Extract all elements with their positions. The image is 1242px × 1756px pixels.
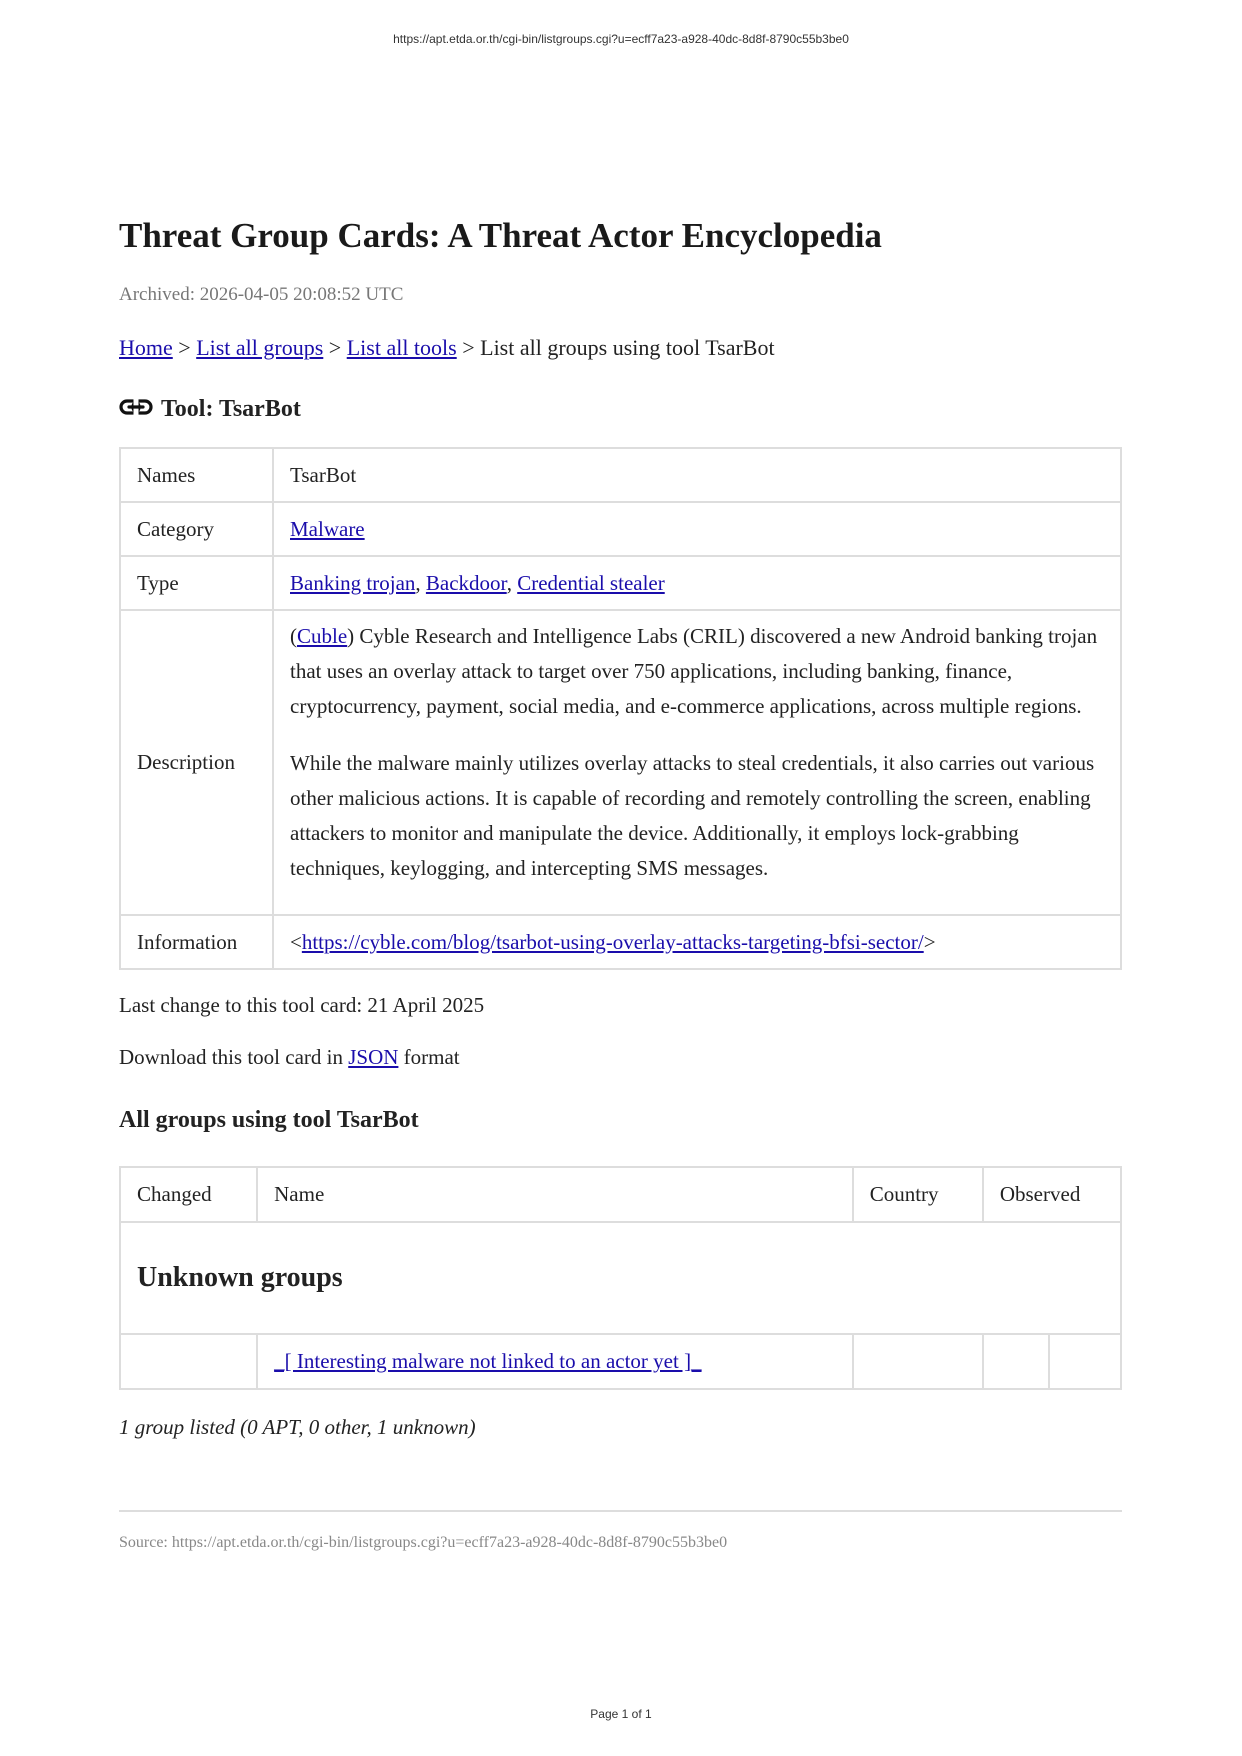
breadcrumb-separator: > xyxy=(328,335,342,360)
names-value: TsarBot xyxy=(273,448,1121,502)
extra-cell xyxy=(1049,1334,1121,1389)
breadcrumb-current: > List all groups using tool TsarBot xyxy=(462,335,775,360)
page-title: Threat Group Cards: A Threat Actor Encyclopedia xyxy=(119,216,882,255)
description-label: Description xyxy=(120,610,273,915)
description-paragraph-2: While the malware mainly utilizes overlay attacks to steal credentials, it also carries out various other malicious actions. It is capable of recording and remotely controlling the screen, enabling attackers to monitor and manipulate the device. Additionally, it employs lock-grabbing techniques, keylogging, and intercepting SMS messages. xyxy=(290,751,1095,880)
link-icon xyxy=(119,397,153,417)
country-cell xyxy=(853,1334,983,1389)
description-cell xyxy=(273,610,1121,915)
section-heading-unknown-groups: Unknown groups xyxy=(120,1222,1121,1334)
category-label: Category xyxy=(120,502,273,556)
column-header-observed: Observed xyxy=(983,1167,1121,1222)
breadcrumb-groups-link[interactable]: List all groups xyxy=(196,335,324,360)
type-banking-trojan-link[interactable]: Banking trojan xyxy=(290,570,416,595)
category-malware-link[interactable]: Malware xyxy=(290,516,365,541)
tool-info-table xyxy=(119,447,1122,970)
table-row xyxy=(120,502,1121,556)
type-backdoor-link[interactable]: Backdoor xyxy=(425,570,507,595)
main-content xyxy=(119,212,1122,1554)
table-row xyxy=(120,1334,1121,1389)
page-number: Page 1 of 1 xyxy=(590,1707,652,1721)
type-separator: , xyxy=(415,570,421,595)
names-label: Names xyxy=(120,448,273,502)
table-row xyxy=(120,610,1121,915)
type-separator: , xyxy=(506,570,512,595)
download-prefix: Download this tool card in xyxy=(119,1045,343,1069)
type-cell xyxy=(273,556,1121,610)
tool-heading xyxy=(119,393,1122,425)
table-row xyxy=(120,915,1121,969)
groups-table xyxy=(119,1166,1122,1390)
groups-heading: All groups using tool TsarBot xyxy=(119,1107,419,1133)
tool-title: Tool: TsarBot xyxy=(161,396,301,422)
description-text-1: ) Cyble Research and Intelligence Labs (CRIL) discovered a new Android banking trojan that uses an overlay attack to target over 750 applications, including banking, finance, cryptocurrency, payment, social media, and e-commerce applications, across multiple regions. xyxy=(290,624,1098,718)
section-row xyxy=(120,1222,1121,1334)
description-paragraph-1: (Cuble) Cyble Research and Intelligence Labs (CRIL) discovered a new Android banking trojan that uses an overlay attack to target over 750 applications, including banking, finance, cryptocurrency, payment, social media, and e-commerce applications, across multiple regions. xyxy=(290,624,1098,718)
table-header-row xyxy=(120,1167,1121,1222)
type-label: Type xyxy=(120,556,273,610)
table-row xyxy=(120,448,1121,502)
last-change: Last change to this tool card: 21 April 2025 xyxy=(119,993,485,1017)
download-suffix: format xyxy=(403,1045,460,1069)
column-header-country: Country xyxy=(853,1167,983,1222)
type-credential-stealer-link[interactable]: Credential stealer xyxy=(517,570,665,595)
breadcrumb-tools-link[interactable]: List all tools xyxy=(346,335,457,360)
source-url: Source: https://apt.etda.or.th/cgi-bin/listgroups.cgi?u=ecff7a23-a928-40dc-8d8f-8790c55b3be0 xyxy=(119,1534,728,1551)
breadcrumb-home-link[interactable]: Home xyxy=(119,335,173,360)
archived-timestamp: Archived: 2026-04-05 20:08:52 UTC xyxy=(119,284,404,305)
download-line xyxy=(119,1042,1122,1072)
observed-cell xyxy=(983,1334,1049,1389)
information-link[interactable]: https://cyble.com/blog/tsarbot-using-overlay-attacks-targeting-bfsi-sector/ xyxy=(301,929,924,954)
category-cell xyxy=(273,502,1121,556)
changed-cell xyxy=(120,1334,257,1389)
column-header-changed: Changed xyxy=(120,1167,257,1222)
column-header-name: Name xyxy=(257,1167,853,1222)
breadcrumb-separator: > xyxy=(178,335,191,360)
group-count: 1 group listed (0 APT, 0 other, 1 unknown) xyxy=(119,1415,476,1439)
group-link[interactable]: _[ Interesting malware not linked to an actor yet ]_ xyxy=(274,1349,702,1373)
information-cell: <https://cyble.com/blog/tsarbot-using-overlay-attacks-targeting-bfsi-sector/> xyxy=(273,915,1121,969)
information-label: Information xyxy=(120,915,273,969)
table-row xyxy=(120,556,1121,610)
json-download-link[interactable]: JSON xyxy=(348,1045,399,1069)
source-cuble-link[interactable]: Cuble xyxy=(297,624,348,648)
print-header-url: https://apt.etda.or.th/cgi-bin/listgroups.cgi?u=ecff7a23-a928-40dc-8d8f-8790c55b3be0 xyxy=(393,32,849,46)
name-cell xyxy=(257,1334,853,1389)
divider xyxy=(119,1510,1122,1512)
breadcrumb xyxy=(119,333,1122,363)
